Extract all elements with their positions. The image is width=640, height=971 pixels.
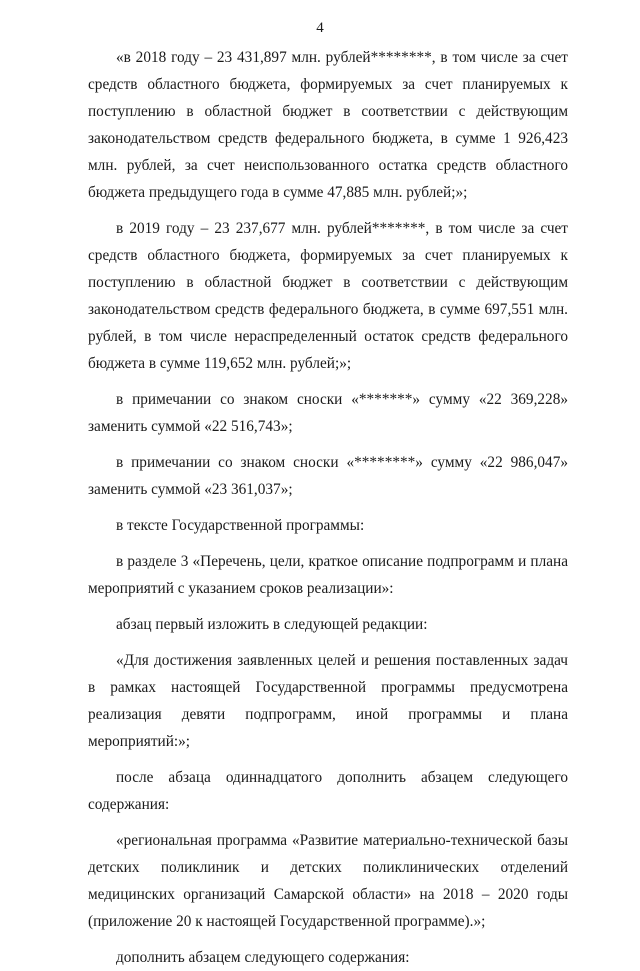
paragraph-section-3: в разделе 3 «Перечень, цели, краткое описание подпрограмм и плана мероприятий с указанием сроков реализации»: — [88, 553, 568, 597]
paragraph-footnote-8: в примечании со знаком сноски «********» сумму «22 986,047» заменить суммой «23 361,037»; — [88, 454, 568, 498]
paragraph-goals: «Для достижения заявленных целей и решения поставленных задач в рамках настоящей Государственной программы предусмотрена реализация девяти подпрограмм, иной программы и плана мероприятий:»; — [88, 652, 568, 750]
paragraph-2019-budget: в 2019 году – 23 237,677 млн. рублей*******, в том числе за счет средств областного бюджета, формируемых за счет планируемых к поступлению в областной бюджет в соответствии с действующим законодательством средств федерального бюджета, в сумме 697,551 млн. рублей, в том числе нераспределенный остаток средств федерального бюджета в сумме 119,652 млн. рублей;»; — [88, 220, 568, 372]
document-body — [88, 44, 568, 971]
paragraph-first-abzac: абзац первый изложить в следующей редакции: — [116, 616, 428, 633]
paragraph-after-eleventh: после абзаца одиннадцатого дополнить абзацем следующего содержания: — [88, 769, 568, 813]
page-number: 4 — [316, 20, 324, 36]
paragraph-program-text: в тексте Государственной программы: — [116, 517, 365, 534]
paragraph-footnote-7: в примечании со знаком сноски «*******» сумму «22 369,228» заменить суммой «22 516,743»; — [88, 391, 568, 435]
paragraph-2018-budget: «в 2018 году – 23 431,897 млн. рублей********, в том числе за счет средств областного бюджета, формируемых за счет планируемых к поступлению в областной бюджет в соответствии с действующим законодательством средств федерального бюджета, в сумме 1 926,423 млн. рублей, за счет неиспользованного остатка средств областного бюджета предыдущего года в сумме 47,885 млн. рублей;»; — [88, 49, 568, 201]
paragraph-regional-program: «региональная программа «Развитие материально-технической базы детских поликлиник и детских поликлинических отделений медицинских организаций Самарской области» на 2018 – 2020 годы (приложение 20 к настоящей Государственной программе).»; — [88, 832, 568, 930]
paragraph-supplement: дополнить абзацем следующего содержания: — [116, 949, 410, 966]
